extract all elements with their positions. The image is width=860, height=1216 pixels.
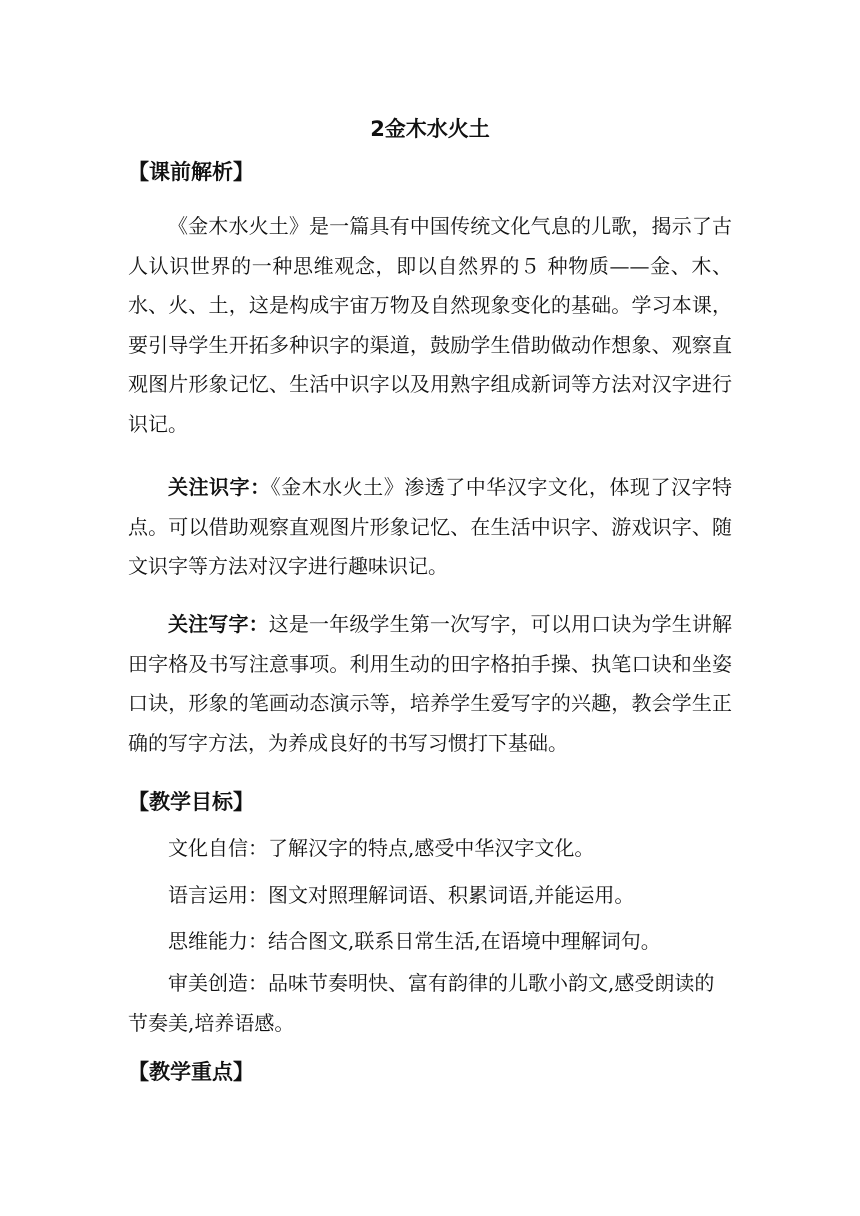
goal-item: 审美创造：品味节奏明快、富有韵律的儿歌小韵文,感受朗读的节奏美,培养语感。 xyxy=(128,971,715,1035)
focus-reading-text: 《金木水火土》渗透了中华汉字文化，体现了汉字特点。可以借助观察直观图片形象记忆、在生活中识字、游戏识字、随文识字等方法对汉字进行趣味识记。 xyxy=(128,475,733,579)
goal-item: 语言运用：图文对照理解词语、积累词语,并能运用。 xyxy=(168,883,635,907)
preview-intro-paragraph: 《金木水火土》是一篇具有中国传统文化气息的儿歌，揭示了古人认识世界的一种思维观念，即以自然界的５ 种物质——金、木、水、火、土，这是构成宇宙万物及自然现象变化的基础。学习本课，要引导学生开拓多种识字的渠道，鼓励学生借助做动作想象、观察直观图片形象记忆、生活中识字以及用熟字组成新词等方法对汉字进行识记。 xyxy=(128,214,732,436)
goal-item: 文化自信：了解汉字的特点,感受中华汉字文化。 xyxy=(168,836,595,860)
focus-reading-lead: 关注识字： xyxy=(168,475,271,499)
focus-reading-paragraph xyxy=(128,468,732,587)
section-heading-key-points: 【教学重点】 xyxy=(128,1060,254,1084)
focus-writing-paragraph xyxy=(128,605,732,763)
document-title: 2金木水火土 xyxy=(370,117,490,141)
section-heading-goals: 【教学目标】 xyxy=(128,790,254,814)
focus-writing-text: 这是一年级学生第一次写字，可以用口诀为学生讲解田字格及书写注意事项。利用生动的田字格拍手操、执笔口诀和坐姿口诀，形象的笔画动态演示等，培养学生爱写字的兴趣，教会学生正确的写字方法，为养成良好的书写习惯打下基础。 xyxy=(128,612,733,755)
focus-writing-lead: 关注写字： xyxy=(168,612,269,636)
section-heading-preview: 【课前解析】 xyxy=(128,160,254,184)
goal-item: 思维能力：结合图文,联系日常生活,在语境中理解词句。 xyxy=(168,929,661,953)
